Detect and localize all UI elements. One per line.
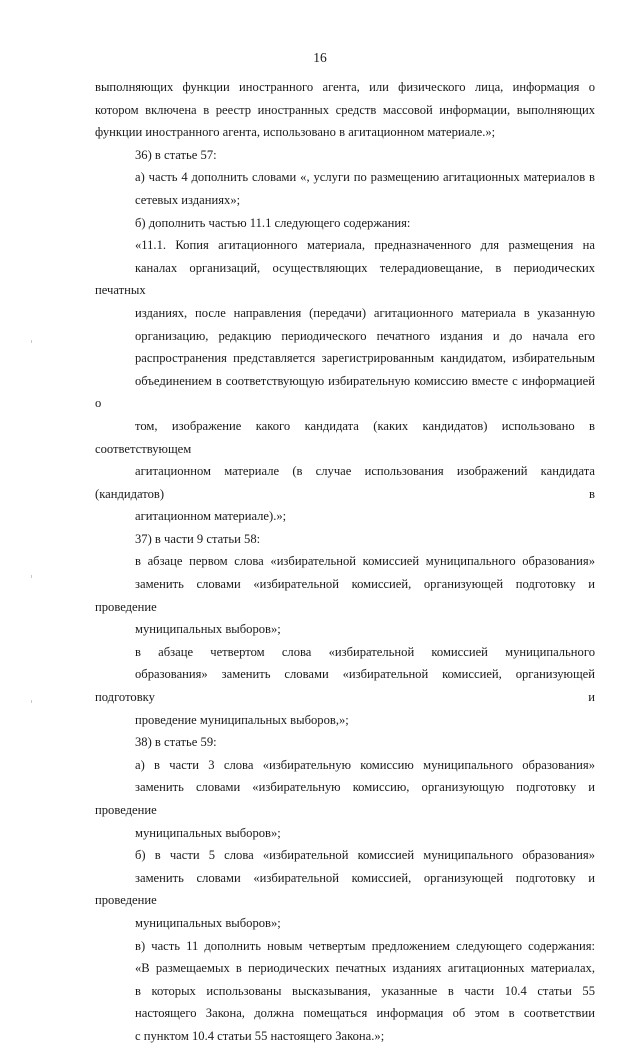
text-line: «11.1. Копия агитационного материала, предназначенного для размещения на xyxy=(135,238,595,253)
text-line: том, изображение какого кандидата (каких кандидатов) использовано в соответствующем xyxy=(95,418,595,456)
text-line: 38) в статье 59: xyxy=(135,735,217,750)
text-line: муниципальных выборов»; xyxy=(135,622,281,637)
text-line: функции иностранного агента, использовано в агитационном материале.»; xyxy=(95,125,496,140)
scan-mark xyxy=(31,340,32,343)
text-line: с пунктом 10.4 статьи 55 настоящего Закона.»; xyxy=(135,1028,385,1043)
text-line: проведение муниципальных выборов,»; xyxy=(135,712,349,727)
text-line: заменить словами «избирательной комиссией, организующей подготовку и проведение xyxy=(95,577,595,614)
text-line: в которых использованы высказывания, указанные в части 10.4 статьи 55 xyxy=(135,983,595,998)
text-line: в абзаце четвертом слова «избирательной комиссией муниципального xyxy=(135,644,595,659)
text-line: сетевых изданиях»; xyxy=(135,192,241,207)
paragraph xyxy=(95,550,595,640)
text-line: б) в части 5 слова «избирательной комиссией муниципального образования» xyxy=(135,848,595,863)
paragraph xyxy=(95,641,595,731)
text-line: образования» заменить словами «избирательной комиссией, организующей подготовку и xyxy=(95,667,595,705)
paragraph xyxy=(95,754,595,844)
text-line: объединением в соответствующую избирательную комиссию вместе с информацией о xyxy=(95,373,595,411)
text-line: в) часть 11 дополнить новым четвертым предложением следующего содержания: xyxy=(135,938,595,953)
text-line: в абзаце первом слова «избирательной комиссией муниципального образования» xyxy=(135,554,595,569)
page-number: 16 xyxy=(313,50,327,65)
text-line: муниципальных выборов»; xyxy=(135,825,281,840)
text-line: б) дополнить частью 11.1 следующего содержания: xyxy=(135,215,411,230)
text-line: настоящего Закона, должна помещаться информация об этом в соответствии xyxy=(135,1006,595,1021)
paragraph xyxy=(95,76,595,144)
paragraph xyxy=(95,212,595,235)
paragraph xyxy=(95,731,595,754)
text-line: котором включена в реестр иностранных средств массовой информации, выполняющих xyxy=(95,102,595,117)
text-line: а) в части 3 слова «избирательную комиссию муниципального образования» xyxy=(135,757,595,772)
text-line: 37) в части 9 статьи 58: xyxy=(135,531,261,546)
text-line: агитационном материале (в случае использования изображений кандидата (кандидатов) в xyxy=(95,464,595,501)
scan-mark xyxy=(31,575,32,578)
paragraph xyxy=(95,935,595,1048)
paragraph xyxy=(95,166,595,211)
paragraph xyxy=(95,844,595,934)
text-line: распространения представляется зарегистрированным кандидатом, избирательным xyxy=(135,351,595,366)
scan-mark xyxy=(31,700,32,703)
text-line: изданиях, после направления (передачи) агитационного материала в указанную xyxy=(135,305,595,320)
text-line: выполняющих функции иностранного агента, или физического лица, информация о xyxy=(95,80,595,94)
text-line: заменить словами «избирательной комиссией, организующей подготовку и проведение xyxy=(95,870,595,908)
text-line: агитационном материале).»; xyxy=(135,509,287,524)
text-line: заменить словами «избирательную комиссию, организующую подготовку и проведение xyxy=(95,780,595,817)
text-line: муниципальных выборов»; xyxy=(135,915,281,930)
paragraph xyxy=(95,234,595,528)
text-line: «В размещаемых в периодических печатных изданиях агитационных материалах, xyxy=(135,961,595,976)
text-line: а) часть 4 дополнить словами «, услуги по размещению агитационных материалов в xyxy=(135,170,595,185)
text-line: каналах организаций, осуществляющих телерадиовещание, в периодических печатных xyxy=(95,260,595,298)
text-line: организацию, редакцию периодического печатного издания и до начала его xyxy=(135,328,595,343)
text-line: 36) в статье 57: xyxy=(135,147,217,162)
paragraph xyxy=(95,144,595,167)
paragraph xyxy=(95,528,595,551)
document-body xyxy=(95,76,595,1048)
